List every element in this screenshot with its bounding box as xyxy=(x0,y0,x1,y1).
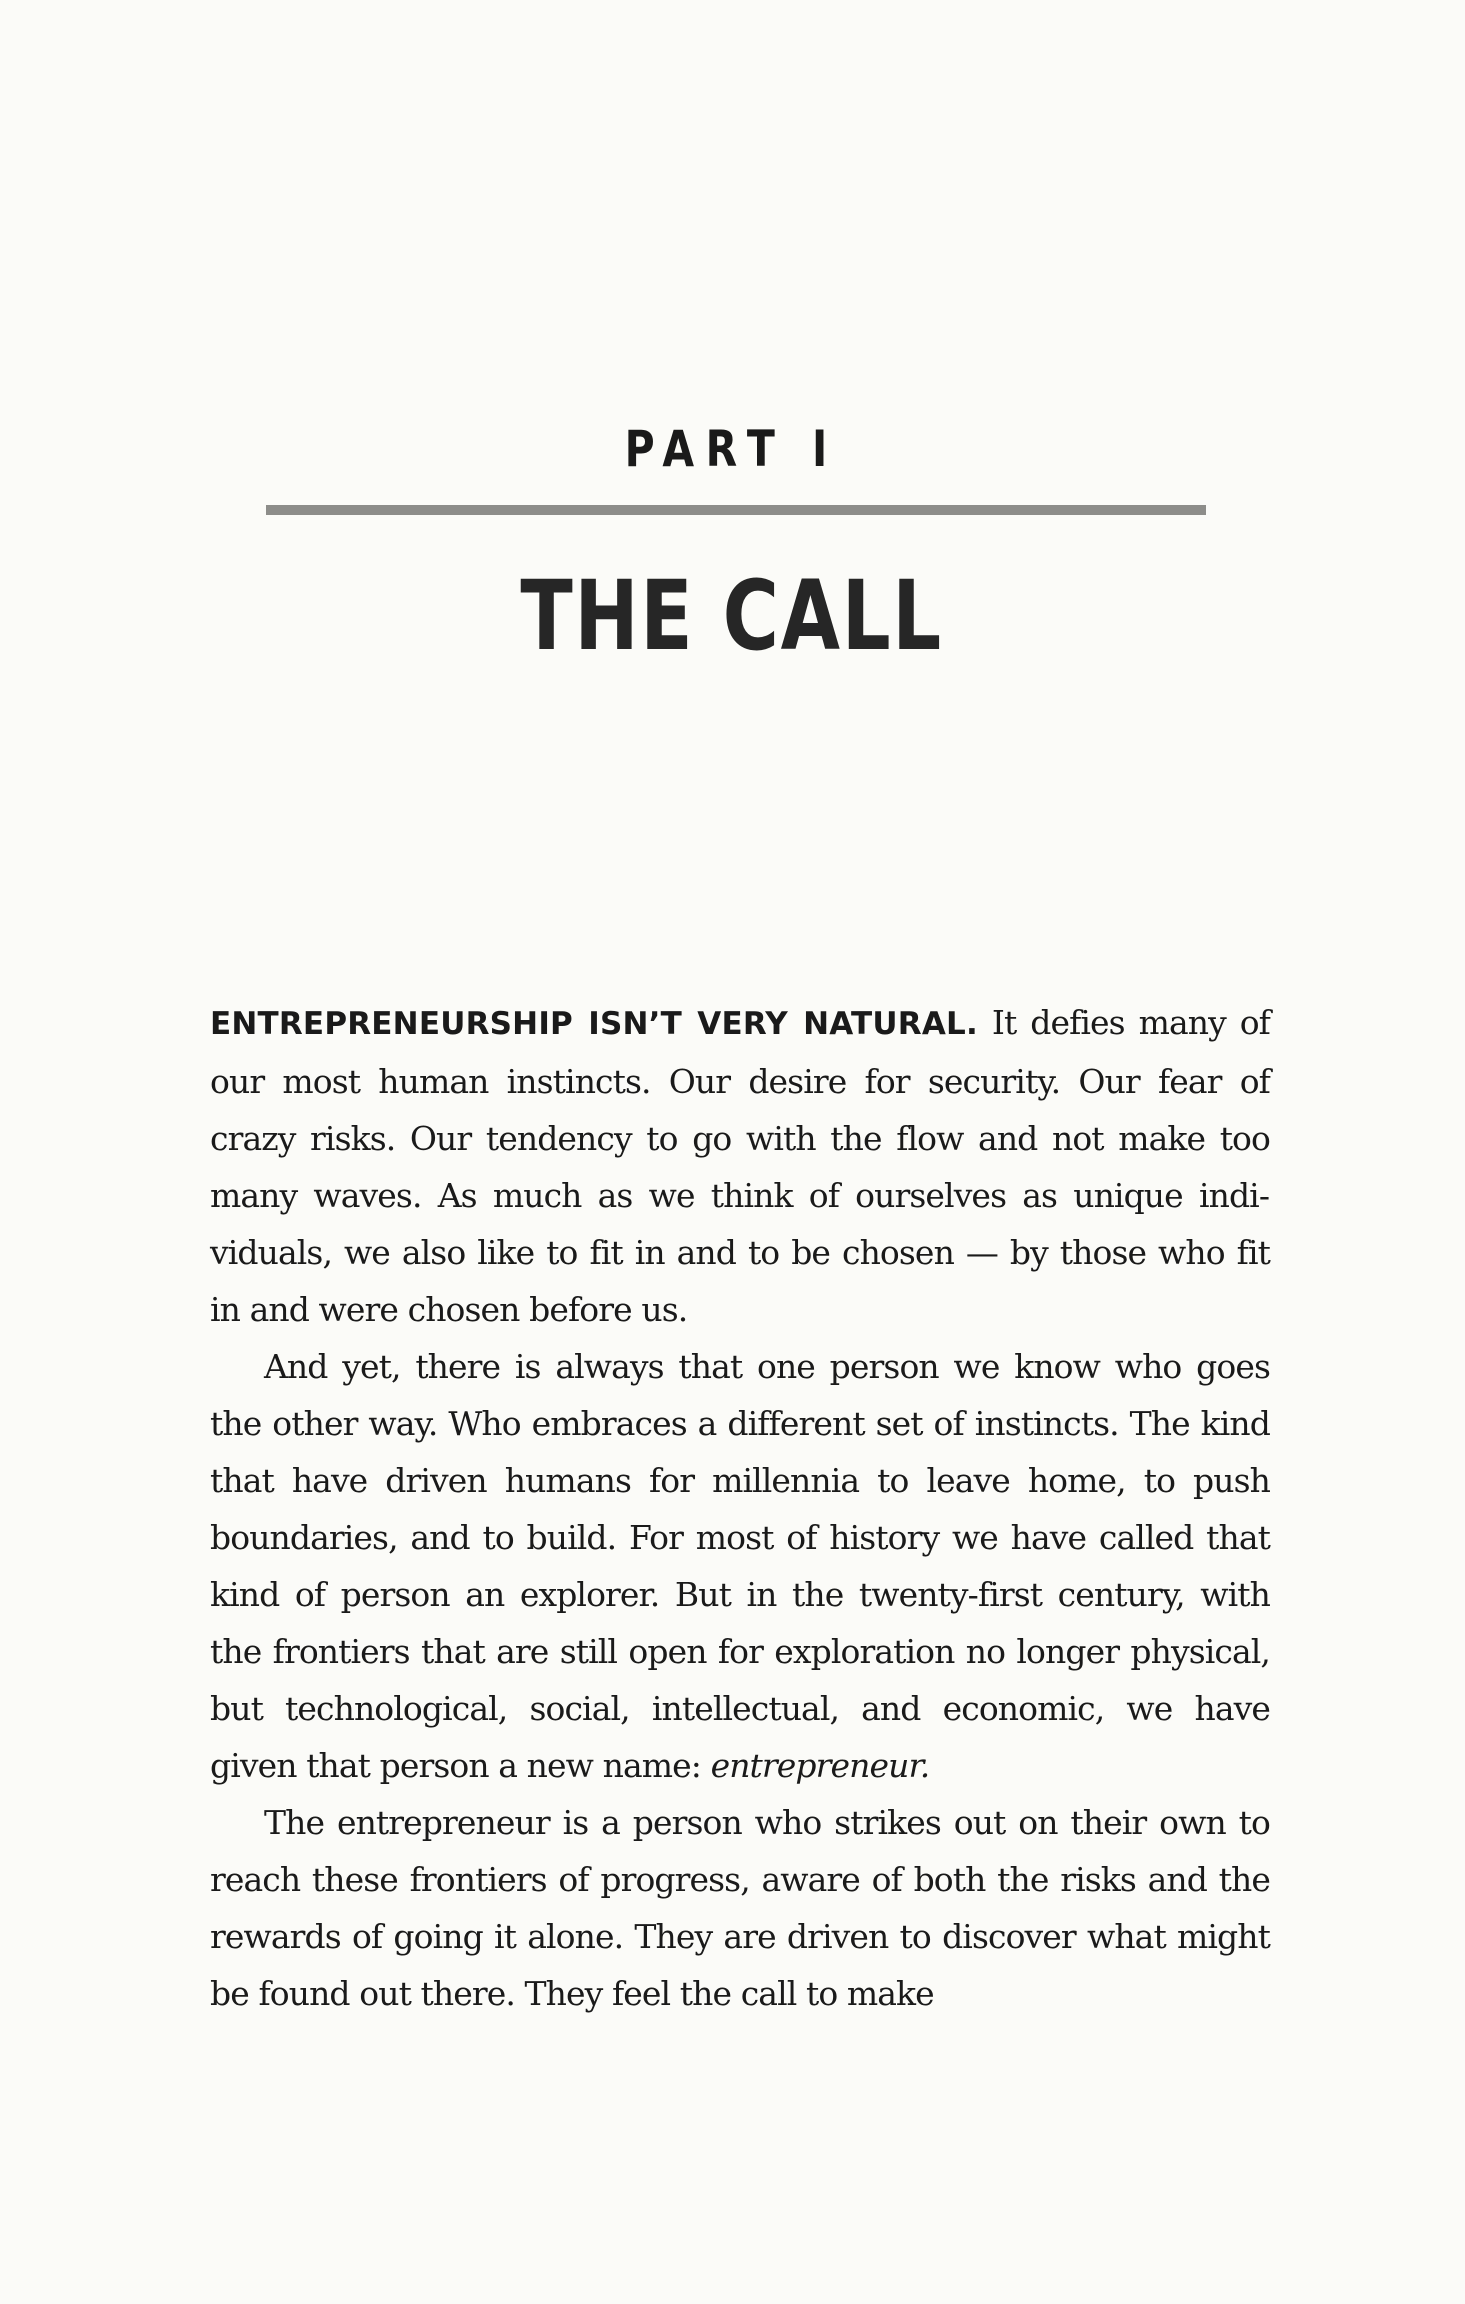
paragraph-3: The entrepreneur is a person who strikes out on their own to reach these frontiers of progress, aware of both the risks and the rewards of going it alone. They are driven to discover what might be found out there. They feel the call to make xyxy=(210,1803,1270,2013)
paragraph-2-emphasis: entrepreneur. xyxy=(710,1746,930,1785)
heading-rule xyxy=(266,505,1206,515)
part-title: THE CALL xyxy=(520,560,943,672)
lead-in: ENTREPRENEURSHIP ISN’T VERY NATURAL. xyxy=(210,1006,978,1042)
paragraph-2-text: And yet, there is always that one person we know who goes the other way. Who embraces a different set of instincts. The kind that have driven humans for millennia to leave home, to push boundaries, and to build. For most of history we have called that kind of person an explorer. But in the twenty-first century, with the frontiers that are still open for exploration no longer physical, but technological, social, intellectual, and economic, we have given that person a new name: xyxy=(210,1347,1270,1785)
paragraph-2 xyxy=(210,1338,1270,1794)
body-text xyxy=(210,994,1270,2022)
paragraph-1-text: It defies many of our most human instincts. Our desire for security. Our fear of crazy risks. Our tendency to go with the flow and not make too many waves. As much as we think of ourselves as unique individuals, we also like to fit in and to be chosen — by those who fit in and were chosen before us. xyxy=(210,1003,1270,1329)
part-label: PART I xyxy=(624,420,839,478)
paragraph-1 xyxy=(210,994,1270,1338)
